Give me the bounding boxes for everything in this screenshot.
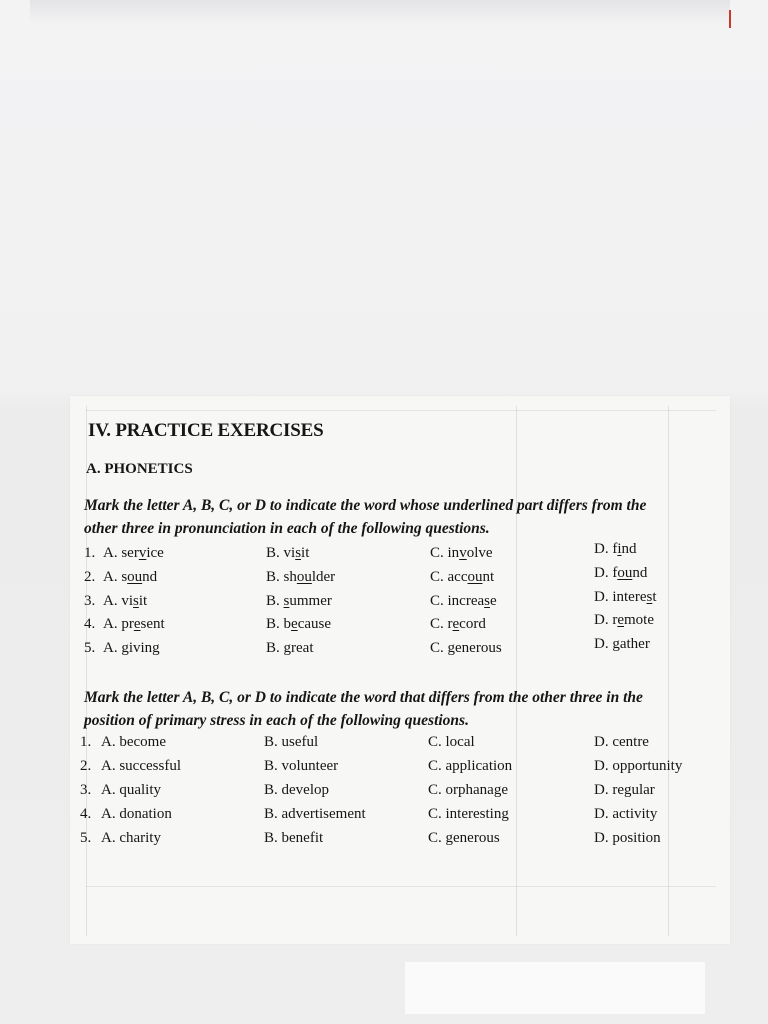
question-row — [0, 636, 768, 662]
underlined-part: i — [617, 541, 622, 557]
answer-option — [103, 545, 164, 562]
question-row — [0, 758, 768, 780]
option-text: C. acc — [430, 569, 468, 585]
question-row — [0, 565, 768, 591]
option-text: cord — [459, 616, 486, 632]
underlined-part: e — [291, 616, 298, 632]
answer-option: D. position — [594, 830, 661, 846]
option-text: D. intere — [594, 589, 647, 605]
answer-option — [266, 640, 314, 657]
option-text: iving — [128, 640, 160, 656]
answer-option — [430, 640, 502, 657]
underlined-part: g — [447, 640, 456, 656]
option-text: A. — [103, 640, 122, 656]
answer-option — [430, 616, 486, 633]
question-number: 4. — [80, 806, 92, 822]
answer-option — [103, 593, 147, 610]
answer-option: A. become — [101, 734, 166, 750]
question-number: 2. — [84, 569, 96, 585]
underlined-part: g — [121, 640, 129, 656]
question-number: 4. — [84, 616, 96, 632]
underlined-part: v — [138, 545, 147, 561]
answer-option: A. charity — [101, 830, 161, 846]
underlined-part: e — [452, 616, 460, 632]
option-text: B. sh — [266, 569, 297, 585]
question-row — [0, 830, 768, 852]
option-text: lder — [311, 569, 336, 585]
answer-option — [103, 616, 165, 633]
underlined-part: ou — [617, 565, 633, 581]
answer-option: B. benefit — [264, 830, 324, 846]
answer-option: C. orphanage — [428, 782, 508, 798]
margin-mark — [729, 10, 731, 28]
option-text: nd — [632, 565, 648, 581]
underlined-part: s — [283, 593, 290, 609]
option-text: reat — [291, 640, 314, 656]
question-number: 5. — [80, 830, 92, 846]
answer-option: D. regular — [594, 782, 655, 798]
answer-option: A. donation — [101, 806, 172, 822]
option-text: t — [652, 589, 657, 605]
instruction-line: Mark the letter A, B, C, or D to indicate the word whose underlined part differs from the — [84, 497, 647, 514]
option-text: ather — [619, 636, 650, 652]
instruction-pronunciation — [84, 494, 724, 540]
question-number: 5. — [84, 640, 96, 656]
underlined-part: s — [646, 589, 653, 605]
answer-option — [266, 593, 332, 610]
option-text: C. increa — [430, 593, 485, 609]
option-text: C. in — [430, 545, 460, 561]
answer-option: D. opportunity — [594, 758, 683, 774]
answer-option — [430, 593, 497, 610]
question-row — [0, 782, 768, 804]
answer-option: D. activity — [594, 806, 658, 822]
option-text: A. pr — [103, 616, 134, 632]
answer-option — [594, 589, 657, 606]
underlined-part: g — [283, 640, 292, 656]
instruction-line: other three in pronunciation in each of the following questions. — [84, 520, 490, 537]
question-row — [0, 734, 768, 756]
option-text: olve — [466, 545, 493, 561]
option-text: nd — [621, 541, 637, 557]
underlined-part: ou — [127, 569, 143, 585]
answer-option: A. quality — [101, 782, 161, 798]
option-text: D. r — [594, 612, 618, 628]
question-row — [0, 612, 768, 638]
option-text: B. — [266, 593, 284, 609]
underlined-part: ou — [296, 569, 312, 585]
question-row — [0, 541, 768, 567]
answer-option — [594, 612, 654, 629]
bleed-line — [86, 406, 87, 936]
question-number: 2. — [80, 758, 92, 774]
option-text: enerous — [455, 640, 502, 656]
question-number: 3. — [80, 782, 92, 798]
bleed-line — [86, 886, 716, 887]
question-number: 1. — [84, 545, 96, 561]
answer-option — [594, 541, 637, 558]
answer-option — [266, 616, 331, 633]
option-text: e — [489, 593, 497, 609]
option-text: A. vi — [103, 593, 133, 609]
option-text: nt — [482, 569, 495, 585]
page-title: IV. PRACTICE EXERCISES — [88, 420, 324, 441]
option-text: it — [138, 593, 148, 609]
underlined-part: ou — [467, 569, 483, 585]
instruction-line: Mark the letter A, B, C, or D to indicate the word that differs from the other three in the — [84, 689, 643, 706]
answer-option: C. interesting — [428, 806, 509, 822]
answer-option — [103, 569, 157, 586]
answer-option — [594, 565, 647, 582]
answer-option: C. local — [428, 734, 475, 750]
option-text: mote — [624, 612, 654, 628]
answer-option: B. useful — [264, 734, 319, 750]
option-text: nd — [142, 569, 158, 585]
answer-option — [430, 569, 494, 586]
underlined-part: v — [459, 545, 467, 561]
answer-option: B. develop — [264, 782, 329, 798]
underlined-part: e — [617, 612, 624, 628]
top-smudge — [30, 0, 730, 24]
option-text: it — [301, 545, 310, 561]
bleed-line — [516, 406, 517, 936]
underlined-part: s — [133, 593, 139, 609]
option-text: ummer — [289, 593, 332, 609]
option-text: B. — [266, 640, 284, 656]
option-text: A. ser — [103, 545, 139, 561]
option-text: C. — [430, 640, 448, 656]
question-row — [0, 806, 768, 828]
option-text: ice — [146, 545, 164, 561]
option-text: C. r — [430, 616, 453, 632]
question-number: 1. — [80, 734, 92, 750]
bleed-line — [668, 406, 669, 936]
option-text: cause — [297, 616, 331, 632]
answer-option: C. application — [428, 758, 513, 774]
underlined-part: e — [133, 616, 141, 632]
option-text: D. f — [594, 541, 618, 557]
section-heading: A. PHONETICS — [86, 461, 193, 477]
instruction-line: position of primary stress in each of the following questions. — [84, 712, 469, 729]
answer-option — [430, 545, 493, 562]
option-text: D. f — [594, 565, 618, 581]
answer-option — [103, 640, 160, 657]
answer-option: C. generous — [428, 830, 500, 846]
answer-option: B. advertisement — [264, 806, 366, 822]
option-text: B. b — [266, 616, 292, 632]
answer-option: A. successful — [101, 758, 181, 774]
option-text: sent — [140, 616, 165, 632]
answer-option — [266, 545, 309, 562]
instruction-stress — [84, 686, 724, 732]
answer-option — [266, 569, 335, 586]
underlined-part: g — [612, 636, 620, 652]
answer-option: D. centre — [594, 734, 649, 750]
option-text: D. — [594, 636, 613, 652]
paper-patch — [405, 962, 705, 1014]
option-text: A. s — [103, 569, 128, 585]
underlined-part: s — [484, 593, 490, 609]
option-text: B. vi — [266, 545, 296, 561]
underlined-part: s — [295, 545, 302, 561]
answer-option — [594, 636, 650, 653]
answer-option: B. volunteer — [264, 758, 339, 774]
worksheet — [70, 396, 730, 944]
bleed-line — [86, 410, 716, 411]
question-number: 3. — [84, 593, 96, 609]
